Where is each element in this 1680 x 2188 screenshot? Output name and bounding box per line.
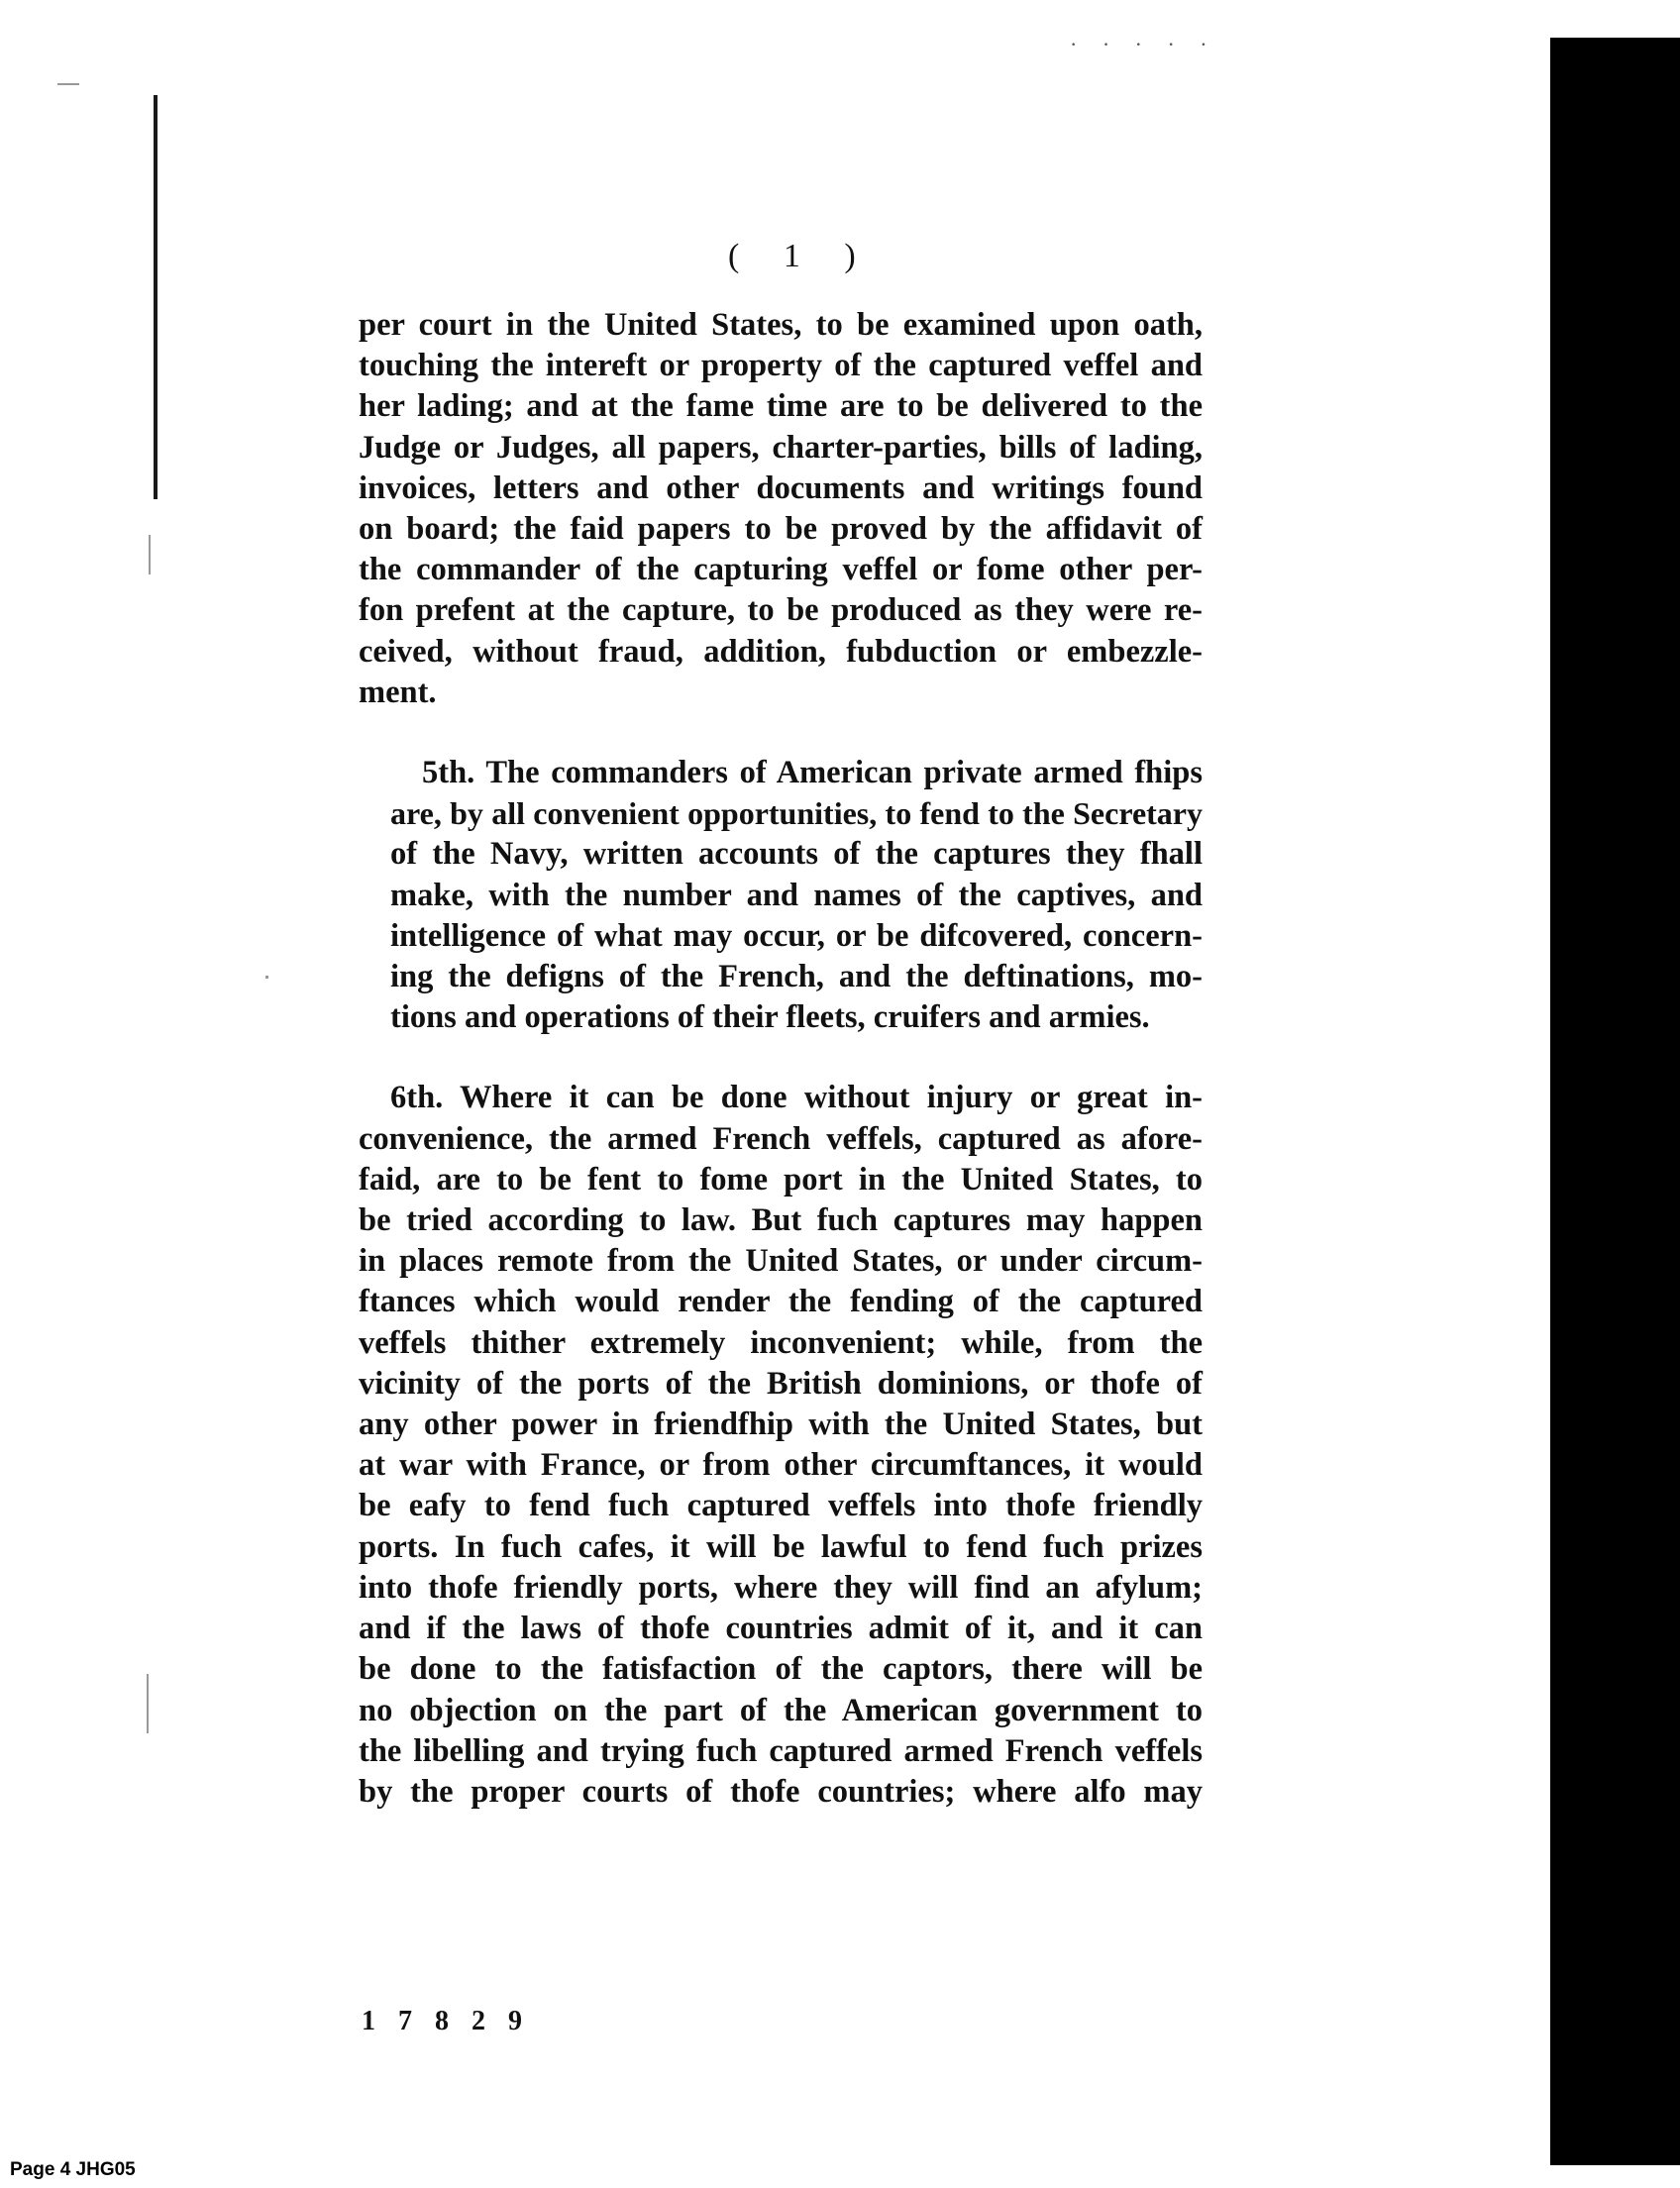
text-line: intelligence of what may occur, or be difcovered, concern- [390,917,1203,954]
text-line: invoices, letters and other documents and writings found [359,469,1203,506]
text-line: be done to the fatisfaction of the captors, there will be [359,1651,1203,1688]
margin-speck [57,83,79,85]
margin-speck [265,976,268,979]
page-label: Page 4 JHG05 [10,2159,136,2180]
text-line: be eafy to fend fuch captured veffels into thofe friendly [359,1488,1203,1524]
binding-edge-line [154,95,158,499]
text-line: touching the intereft or property of the captured veffel and [359,348,1203,384]
text-line: the commander of the capturing veffel or fome other per- [359,552,1203,588]
text-line: at war with France, or from other circumftances, it would [359,1447,1203,1484]
text-line: ports. In fuch cafes, it will be lawful to fend fuch prizes [359,1528,1203,1565]
text-line: per court in the United States, to be examined upon oath, [359,307,1203,343]
text-line: faid, are to be fent to fome port in the United States, to [359,1161,1203,1198]
text-line: 6th. Where it can be done without injury or great in- [390,1080,1203,1116]
text-line: in places remote from the United States, or under circum- [359,1243,1203,1280]
text-line: the libelling and trying fuch captured armed French veffels [359,1732,1203,1769]
catalog-number: 1 7 8 2 9 [362,2006,530,2036]
text-line: vicinity of the ports of the British dominions, or thofe of [359,1365,1203,1402]
text-line: on board; the faid papers to be proved by the affidavit of [359,511,1203,548]
body-text [359,305,1203,1813]
text-line: ceived, without fraud, addition, fubduction or embezzle- [359,633,1203,670]
text-line: fon prefent at the capture, to be produced as they were re- [359,592,1203,629]
text-line: make, with the number and names of the captives, and [390,877,1203,913]
margin-speck [147,1674,149,1733]
text-line: ftances which would render the fending of the captured [359,1284,1203,1320]
paragraph-6th [359,1078,1203,1813]
text-line: veffels thither extremely inconvenient; while, from the [359,1324,1203,1361]
text-line: her lading; and at the fame time are to be delivered to the [359,388,1203,425]
top-marks: · · · · · [1070,32,1217,56]
text-line: ing the defigns of the French, and the deftinations, mo- [390,959,1203,995]
text-line: of the Navy, written accounts of the captures they fhall [390,836,1203,873]
paragraph-5th [359,753,1203,1038]
text-line: by the proper courts of thofe countries; where alfo may [359,1773,1203,1810]
text-line: into thofe friendly ports, where they will find an afylum; [359,1569,1203,1606]
text-line: any other power in friendfhip with the United States, but [359,1407,1203,1443]
margin-speck [149,535,151,574]
text-line: and if the laws of thofe countries admit of it, and it can [359,1611,1203,1647]
text-line: Judge or Judges, all papers, charter-parties, bills of lading, [359,429,1203,466]
page-folio: ( 1 ) [728,238,874,274]
paragraph-continued [359,305,1203,713]
text-line: are, by all convenient opportunities, to fend to the Secretary [390,795,1203,832]
text-line: convenience, the armed French veffels, captured as afore- [359,1120,1203,1157]
scan-edge-band [1550,38,1680,2165]
text-line: no objection on the part of the American government to [359,1692,1203,1728]
text-line: ment. [359,674,437,710]
text-line: be tried according to law. But fuch captures may happen [359,1202,1203,1239]
text-line: tions and operations of their fleets, cruifers and armies. [390,999,1150,1036]
text-line: 5th. The commanders of American private armed fhips [422,755,1203,791]
